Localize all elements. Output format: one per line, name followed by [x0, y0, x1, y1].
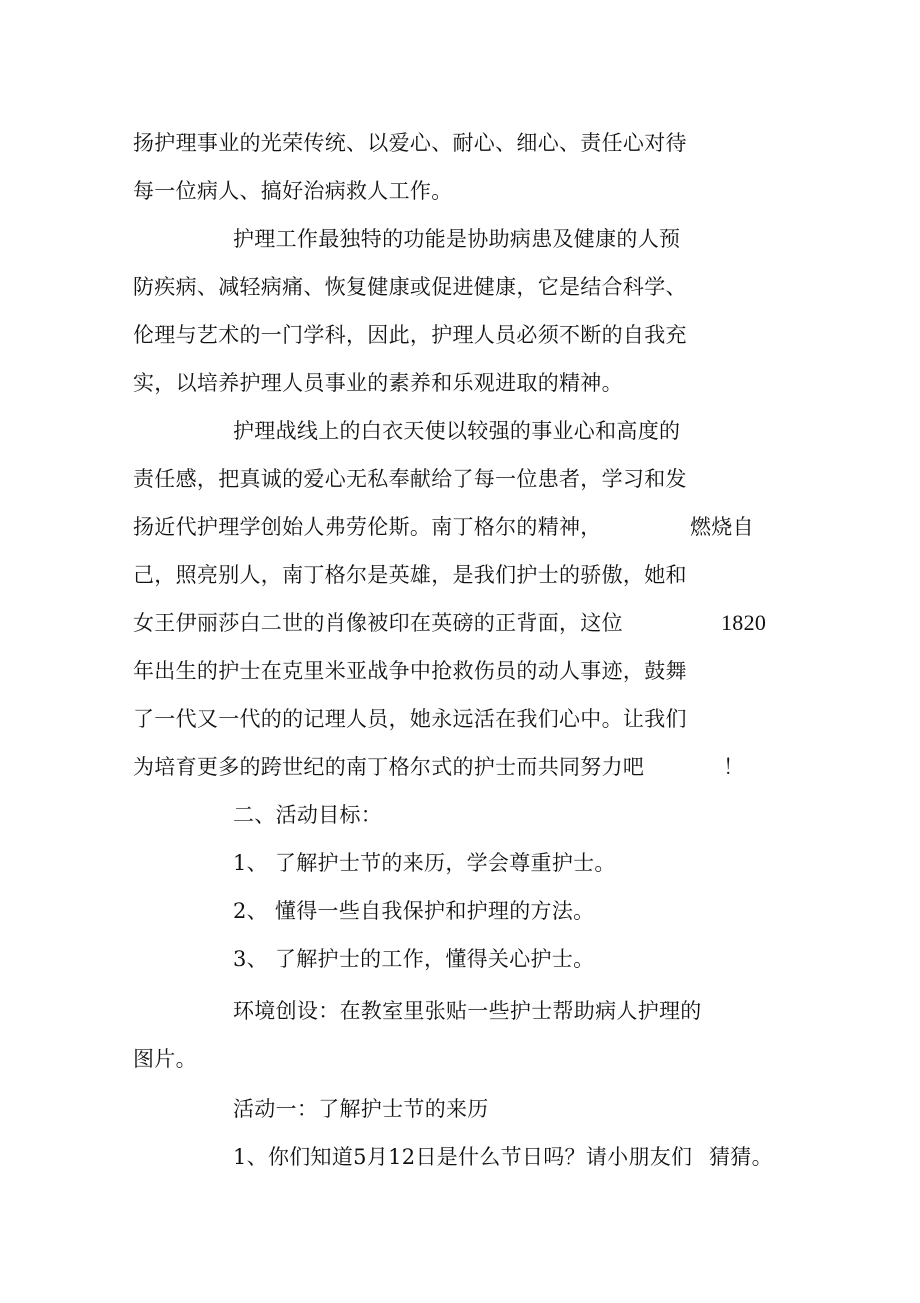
exclamation-mark: ！ [723, 755, 745, 779]
paragraph-line: 扬护理事业的光荣传统、以爱心、耐心、细心、责任心对待 [133, 131, 687, 155]
paragraph-line: 每一位病人、搞好治病救人工作。 [133, 179, 453, 203]
list-item: 2、 懂得一些自我保护和护理的方法。 [233, 899, 595, 923]
paragraph-line: 了一代又一代的的记理人员，她永远活在我们心中。让我们 [133, 707, 687, 731]
text-segment: 女王伊丽莎白二世的肖像被印在英磅的正背面，这位 [133, 611, 623, 635]
paragraph-line: 实，以培养护理人员事业的素养和乐观进取的精神。 [133, 371, 623, 395]
paragraph-line: 防疾病、减轻病痛、恢复健康或促进健康，它是结合科学、 [133, 275, 687, 299]
paragraph-line: 环境创设：在教室里张贴一些护士帮助病人护理的 [233, 999, 702, 1023]
section-heading: 二、活动目标： [233, 803, 383, 827]
list-item: 1、 了解护士节的来历，学会尊重护士。 [233, 851, 616, 875]
text-segment: 猜猜。 [709, 1145, 773, 1169]
year-number: 1820 [721, 610, 767, 635]
list-item: 3、 了解护士的工作，懂得关心护士。 [233, 947, 595, 971]
section-heading: 活动一：了解护士节的来历 [233, 1097, 489, 1121]
paragraph-line: 图片。 [133, 1047, 197, 1071]
text-segment: 燃烧自 [690, 515, 754, 539]
paragraph-line: 责任感，把真诚的爱心无私奉献给了每一位患者，学习和发 [133, 467, 687, 491]
paragraph-line: 护理工作最独特的功能是协助病患及健康的人预 [233, 227, 681, 251]
text-segment: 为培育更多的跨世纪的南丁格尔式的护士而共同努力吧 [133, 755, 645, 779]
paragraph-line: 己，照亮别人，南丁格尔是英雄，是我们护士的骄傲，她和 [133, 563, 687, 587]
text-segment: 扬近代护理学创始人弗劳伦斯。南丁格尔的精神， [133, 515, 602, 539]
paragraph-line: 护理战线上的白衣天使以较强的事业心和高度的 [233, 419, 681, 443]
paragraph-line: 年出生的护士在克里米亚战争中抢救伤员的动人事迹，鼓舞 [133, 659, 687, 683]
text-segment: 1、你们知道5月12日是什么节日吗？请小朋友们 [233, 1145, 693, 1169]
paragraph-line: 伦理与艺术的一门学科，因此，护理人员必须不断的自我充 [133, 323, 687, 347]
